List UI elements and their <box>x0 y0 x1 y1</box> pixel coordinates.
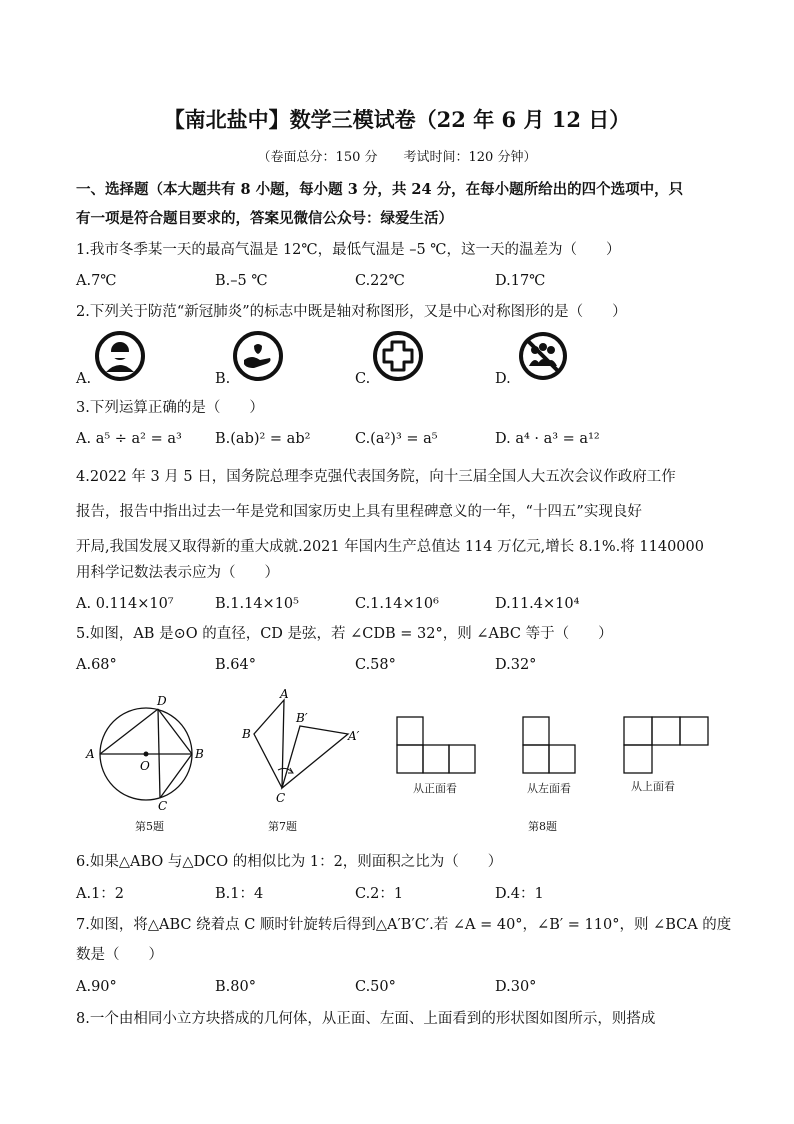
fig5-label-a: A <box>86 747 95 761</box>
q2-option-b: B. <box>215 371 231 387</box>
question-8-stem: 8.一个由相同小立方块搭成的几何体，从正面、左面、上面看到的形状图如图所示，则搭成 <box>76 1011 656 1027</box>
q5-option-b: B.64° <box>215 657 256 673</box>
figure-7-caption: 第7题 <box>268 820 297 833</box>
q4-option-d: D.11.4×10⁴ <box>495 596 580 612</box>
fig7-label-c: C <box>276 791 286 805</box>
left-view-label: 从左面看 <box>527 782 571 795</box>
q1-option-c: C.22℃ <box>355 273 405 289</box>
fig7-label-b: B <box>242 727 251 741</box>
fig7-label-a: A <box>280 687 289 701</box>
figure-8-caption: 第8题 <box>528 820 557 833</box>
q1-option-d: D.17℃ <box>495 273 546 289</box>
figure-7-rotation <box>236 686 366 806</box>
q1-option-b: B.–5 ℃ <box>215 273 268 289</box>
question-7-line1: 7.如图，将△ABC 绕着点 C 顺时针旋转后得到△A′B′C′.若 ∠A = 40°，∠B′ = 110°，则 ∠BCA 的度 <box>76 917 732 933</box>
hand-wash-icon <box>232 330 284 382</box>
q7-option-a: A.90° <box>76 979 117 995</box>
q5-option-d: D.32° <box>495 657 537 673</box>
fig5-label-b: B <box>195 747 204 761</box>
fig7-label-b-prime: B′ <box>296 711 308 725</box>
front-view-label: 从正面看 <box>413 782 457 795</box>
mask-person-icon <box>94 330 146 382</box>
q4-option-a: A. 0.114×10⁷ <box>76 596 174 612</box>
fig5-label-d: D <box>157 694 167 708</box>
left-view-shape <box>522 716 578 776</box>
q7-option-b: B.80° <box>215 979 256 995</box>
figure-5-caption: 第5题 <box>135 820 164 833</box>
q6-option-d: D.4：1 <box>495 886 544 902</box>
question-4-line2: 报告，报告中指出过去一年是党和国家历史上具有里程碑意义的一年，“十四五”实现良好 <box>76 504 642 520</box>
q5-option-c: C.58° <box>355 657 396 673</box>
question-2-stem: 2.下列关于防范“新冠肺炎”的标志中既是轴对称图形，又是中心对称图形的是（ ） <box>76 304 627 320</box>
page-title: 【南北盐中】数学三模试卷（22 年 6 月 12 日） <box>163 107 631 132</box>
q5-option-a: A.68° <box>76 657 117 673</box>
question-4-line3: 开局,我国发展又取得新的重大成就.2021 年国内生产总值达 114 万亿元,增长 8.1%.将 1140000 <box>76 539 704 555</box>
exam-info: （卷面总分：150 分 考试时间：120 分钟） <box>257 150 537 165</box>
cross-symbol-icon <box>372 330 424 382</box>
figure-5-circle <box>82 690 212 810</box>
q3-option-b: B.(ab)² = ab² <box>215 431 311 447</box>
question-1-stem: 1.我市冬季某一天的最高气温是 12℃，最低气温是 –5 ℃，这一天的温差为（ ） <box>76 242 621 258</box>
fig5-label-o: O <box>140 759 150 773</box>
question-6-stem: 6.如果△ABO 与△DCO 的相似比为 1：2，则面积之比为（ ） <box>76 854 503 870</box>
q7-option-d: D.30° <box>495 979 537 995</box>
q3-option-d: D. a⁴ · a³ = a¹² <box>495 431 600 447</box>
q6-option-b: B.1：4 <box>215 886 264 902</box>
q2-option-d: D. <box>495 371 511 387</box>
q6-option-a: A.1：2 <box>76 886 125 902</box>
top-view-shape <box>623 716 711 776</box>
question-4-line4: 用科学记数法表示应为（ ） <box>76 565 279 581</box>
question-3-stem: 3.下列运算正确的是（ ） <box>76 400 264 416</box>
section-heading-line2: 有一项是符合题目要求的，答案见微信公众号：绿爱生活） <box>76 210 453 227</box>
q3-option-c: C.(a²)³ = a⁵ <box>355 431 438 447</box>
front-view-shape <box>396 716 476 776</box>
question-7-line2: 数是（ ） <box>76 947 163 963</box>
q4-option-c: C.1.14×10⁶ <box>355 596 439 612</box>
q2-option-c: C. <box>355 371 371 387</box>
fig7-label-a-prime: A′ <box>348 729 360 743</box>
q7-option-c: C.50° <box>355 979 396 995</box>
fig5-label-c: C <box>158 799 168 810</box>
question-5-stem: 5.如图，AB 是⊙O 的直径，CD 是弦，若 ∠CDB = 32°，则 ∠ABC 等于（ ） <box>76 626 613 642</box>
top-view-label: 从上面看 <box>631 780 675 793</box>
no-gathering-icon <box>517 330 569 382</box>
q1-option-a: A.7℃ <box>76 273 117 289</box>
question-4-line1: 4.2022 年 3 月 5 日，国务院总理李克强代表国务院，向十三届全国人大五次会议作政府工作 <box>76 469 676 485</box>
q6-option-c: C.2：1 <box>355 886 404 902</box>
q2-option-a: A. <box>76 371 92 387</box>
q3-option-a: A. a⁵ ÷ a² = a³ <box>76 431 182 447</box>
section-heading-line1: 一、选择题（本大题共有 8 小题，每小题 3 分，共 24 分，在每小题所给出的四个选项中，只 <box>76 181 684 198</box>
q4-option-b: B.1.14×10⁵ <box>215 596 299 612</box>
